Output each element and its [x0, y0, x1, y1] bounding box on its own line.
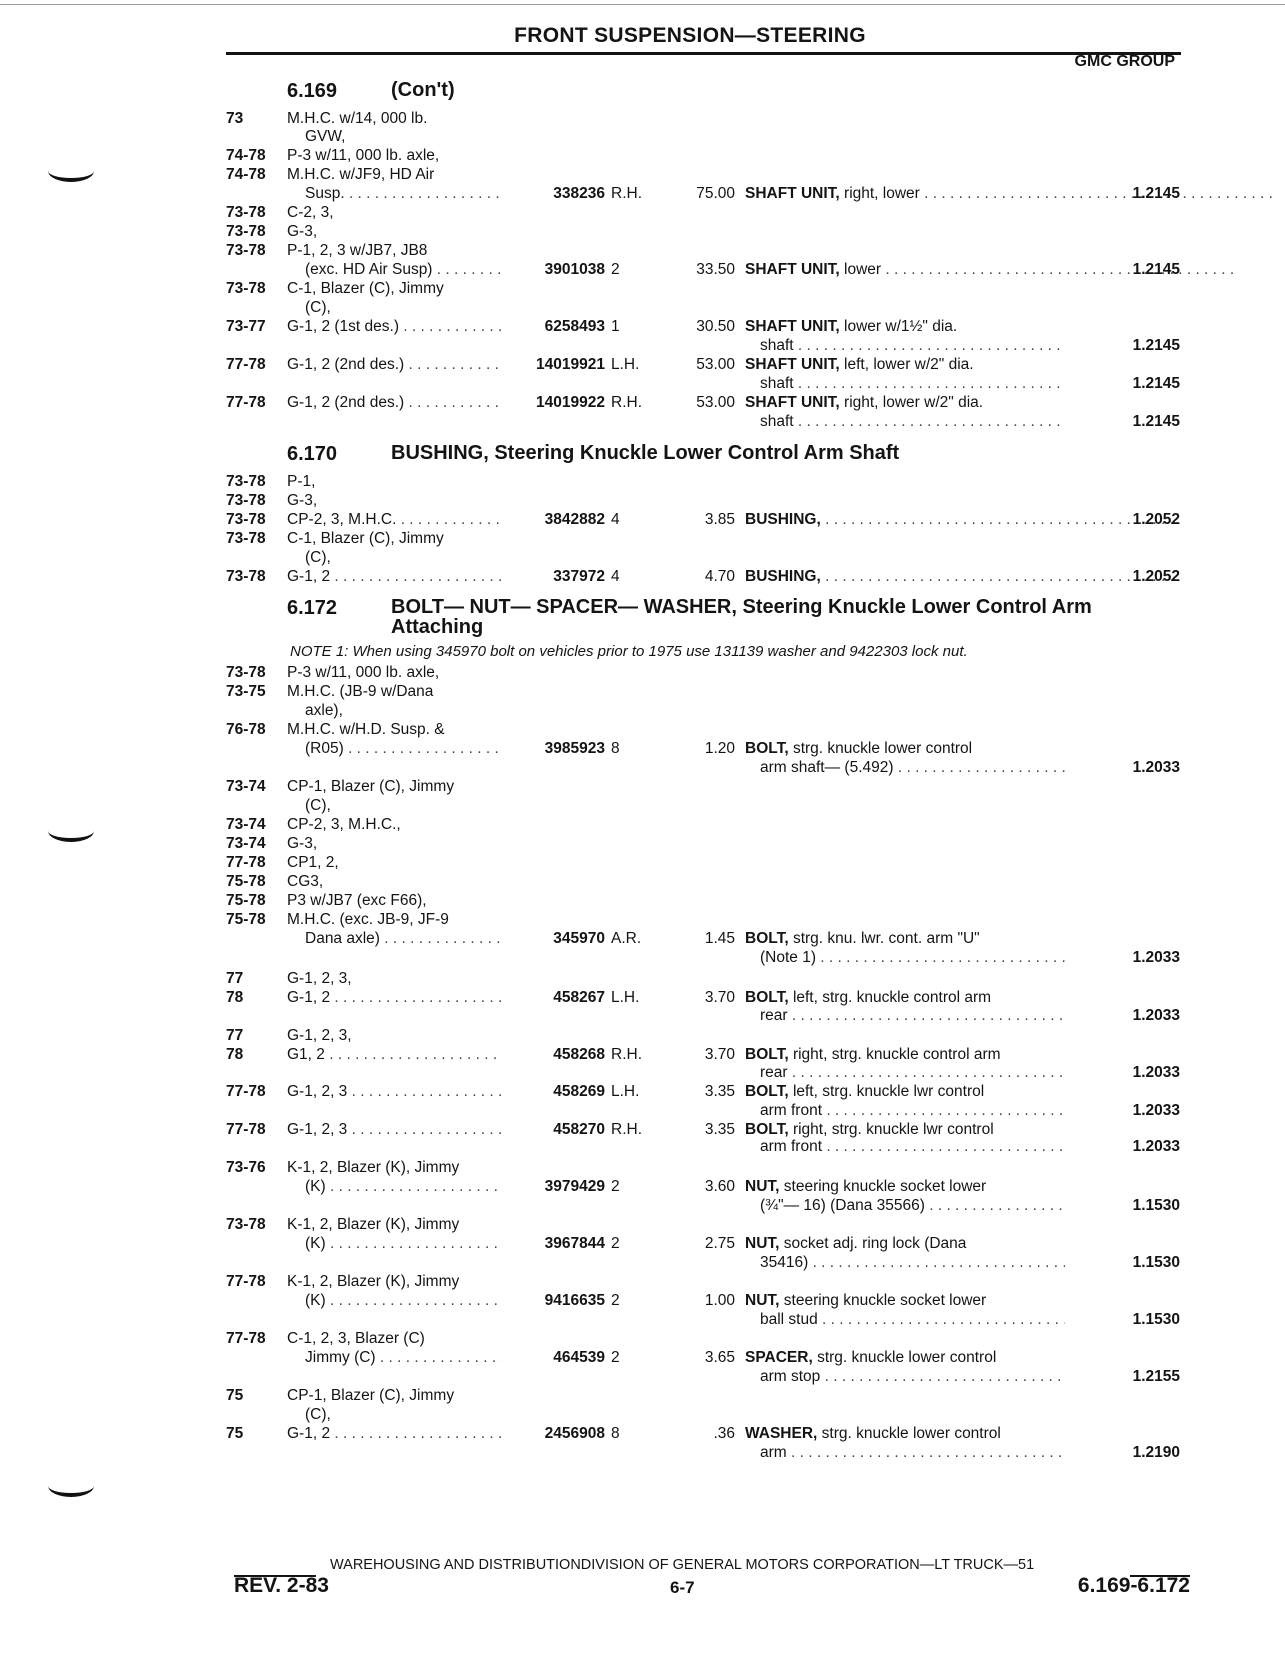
model-years: 73-78 — [226, 242, 266, 259]
group-number: 1.2033 — [1132, 1007, 1180, 1024]
part-description-cont: rear . . . — [760, 1006, 1065, 1025]
part-name: BOLT, — [745, 989, 789, 1006]
price: 30.50 — [696, 318, 735, 335]
part-description — [745, 1177, 1065, 1196]
part-description-cont: (¾"— 16) (Dana 35566) . . . — [760, 1196, 1065, 1215]
group-number: 1.2145 — [1132, 413, 1180, 430]
application: (K) . . . — [305, 1234, 502, 1253]
model-years: 73-78 — [226, 664, 266, 681]
part-description-cont: arm front . . . — [760, 1101, 1065, 1120]
application: P3 w/JB7 (exc F66), — [287, 892, 427, 909]
part-number: 3979429 — [544, 1178, 605, 1195]
application: (C), — [305, 1406, 331, 1423]
application: K-1, 2, Blazer (K), Jimmy — [287, 1216, 460, 1233]
part-number: 14019921 — [536, 356, 605, 373]
model-years: 77-78 — [226, 394, 266, 411]
application: K-1, 2, Blazer (K), Jimmy — [287, 1159, 460, 1176]
part-description-cont: arm shaft— (5.492) . . . — [760, 758, 1065, 777]
part-detail: steering knuckle socket lower — [783, 1178, 987, 1195]
section-title: (Con't) — [391, 79, 455, 101]
part-number: 3901038 — [544, 261, 605, 278]
part-number: 458268 — [553, 1046, 605, 1063]
model-years: 78 — [226, 1046, 244, 1063]
part-name: BOLT, — [745, 1121, 789, 1138]
application: GVW, — [305, 128, 346, 145]
part-number: 464539 — [553, 1349, 605, 1366]
section-heading — [287, 443, 1171, 466]
section-number: 6.170 — [287, 443, 338, 465]
group-number: 1.2033 — [1132, 1064, 1180, 1081]
section-range: 6.169-6.172 — [1077, 1574, 1190, 1597]
quantity: 2 — [611, 1292, 620, 1309]
part-name: NUT, — [745, 1178, 780, 1195]
model-years: 77-78 — [226, 1121, 266, 1138]
application: CP1, 2, — [287, 854, 339, 871]
part-description — [745, 393, 1065, 412]
part-detail: left, strg. knuckle lwr control — [792, 1083, 985, 1100]
price: 3.35 — [704, 1083, 735, 1100]
binder-hole-mark — [48, 160, 94, 182]
part-description-cont: rear . . . — [760, 1063, 1065, 1082]
quantity: L.H. — [611, 1083, 640, 1100]
part-description-cont: arm stop . . . — [760, 1367, 1065, 1386]
quantity: R.H. — [611, 1046, 642, 1063]
quantity: 2 — [611, 1178, 620, 1195]
part-detail: left, strg. knuckle control arm — [792, 989, 992, 1006]
part-number: 6258493 — [544, 318, 605, 335]
group-label: GMC GROUP — [1074, 53, 1175, 70]
application: C-1, 2, 3, Blazer (C) — [287, 1330, 425, 1347]
page-number: 6-7 — [670, 1578, 695, 1597]
part-description — [745, 567, 1065, 586]
part-name: BOLT, — [745, 1046, 789, 1063]
price: 3.35 — [704, 1121, 735, 1138]
model-years: 73 — [226, 110, 244, 127]
quantity: 8 — [611, 740, 620, 757]
quantity: L.H. — [611, 989, 640, 1006]
section-title: BOLT— NUT— SPACER— WASHER, Steering Knuckle Lower Control Arm Attaching — [391, 596, 1092, 638]
application: (R05) . . . — [305, 739, 502, 758]
part-number: 9416635 — [544, 1292, 605, 1309]
price: 53.00 — [696, 394, 735, 411]
group-number: 1.2033 — [1132, 759, 1180, 776]
part-description-cont: (Note 1) . . . — [760, 948, 1065, 967]
price: 3.70 — [704, 1046, 735, 1063]
part-detail: strg. knuckle lower control — [792, 740, 973, 757]
model-years: 77-78 — [226, 854, 266, 871]
quantity: L.H. — [611, 356, 640, 373]
application: axle), — [305, 702, 343, 719]
model-years: 74-78 — [226, 166, 266, 183]
application: (C), — [305, 797, 331, 814]
model-years: 78 — [226, 989, 244, 1006]
model-years: 74-78 — [226, 147, 266, 164]
application: G-1, 2 (1st des.) . . . — [287, 317, 502, 336]
part-description — [745, 1424, 1065, 1443]
quantity: 4 — [611, 511, 620, 528]
application: P-1, — [287, 473, 316, 490]
application: G-3, — [287, 223, 318, 240]
group-number: 1.2052 — [1132, 568, 1180, 585]
part-description-cont: shaft . . . — [760, 336, 1065, 355]
part-detail: strg. knu. lwr. cont. arm "U" — [792, 930, 980, 947]
part-name: SPACER, — [745, 1349, 813, 1366]
part-name: SHAFT UNIT, — [745, 185, 840, 202]
part-detail: right, lower — [844, 185, 920, 202]
application: (K) . . . — [305, 1177, 502, 1196]
model-years: 73-74 — [226, 778, 266, 795]
model-years: 75 — [226, 1387, 244, 1404]
model-years: 73-77 — [226, 318, 266, 335]
price: 2.75 — [704, 1235, 735, 1252]
model-years: 73-78 — [226, 204, 266, 221]
application: CP-2, 3, M.H.C., — [287, 816, 401, 833]
model-years: 73-74 — [226, 835, 266, 852]
price: 75.00 — [696, 185, 735, 202]
price: 1.00 — [704, 1292, 735, 1309]
application: G-3, — [287, 492, 318, 509]
title-rule — [226, 52, 1181, 55]
application: M.H.C. w/14, 000 lb. — [287, 110, 428, 127]
part-description — [745, 355, 1065, 374]
part-description — [745, 1045, 1065, 1064]
model-years: 73-78 — [226, 530, 266, 547]
part-number: 2456908 — [544, 1425, 605, 1442]
part-detail: strg. knuckle lower control — [817, 1349, 997, 1366]
part-detail: left, lower w/2" dia. — [844, 356, 974, 373]
quantity: R.H. — [611, 394, 642, 411]
price: 4.70 — [704, 568, 735, 585]
group-number: 1.1530 — [1132, 1254, 1180, 1271]
application: G-1, 2, 3 . . . — [287, 1082, 502, 1101]
part-detail: lower — [844, 261, 882, 278]
part-name: SHAFT UNIT, — [745, 394, 840, 411]
binder-hole-mark — [48, 1475, 94, 1497]
application: P-3 w/11, 000 lb. axle, — [287, 664, 440, 681]
model-years: 73-78 — [226, 492, 266, 509]
application: G-1, 2 . . . — [287, 567, 502, 586]
part-name: BOLT, — [745, 740, 789, 757]
application: (C), — [305, 549, 331, 566]
application: G-1, 2, 3, — [287, 1027, 352, 1044]
part-description-cont: shaft . . . — [760, 374, 1065, 393]
quantity: 2 — [611, 1349, 620, 1366]
part-detail: lower w/1½" dia. — [844, 318, 958, 335]
model-years: 77-78 — [226, 1330, 266, 1347]
part-description-cont: ball stud . . . — [760, 1310, 1065, 1329]
application: M.H.C. w/H.D. Susp. & — [287, 721, 445, 738]
part-detail: right, strg. knuckle lwr control — [792, 1121, 994, 1138]
part-description — [745, 1348, 1065, 1367]
application: K-1, 2, Blazer (K), Jimmy — [287, 1273, 460, 1290]
model-years: 75 — [226, 1425, 244, 1442]
part-name: SHAFT UNIT, — [745, 356, 840, 373]
quantity: 2 — [611, 261, 620, 278]
price: 3.85 — [704, 511, 735, 528]
group-number: 1.2052 — [1132, 511, 1180, 528]
application: C-2, 3, — [287, 204, 334, 221]
part-detail: socket adj. ring lock (Dana — [783, 1235, 967, 1252]
part-description — [745, 260, 1065, 279]
application: G-1, 2, 3, — [287, 970, 352, 987]
application: G-1, 2 . . . — [287, 1424, 502, 1443]
application: G-1, 2 (2nd des.) . . . — [287, 393, 502, 412]
application: G-1, 2 . . . — [287, 988, 502, 1007]
quantity: R.H. — [611, 1121, 642, 1138]
model-years: 77-78 — [226, 356, 266, 373]
part-number: 338236 — [553, 185, 605, 202]
model-years: 73-76 — [226, 1159, 266, 1176]
application: C-1, Blazer (C), Jimmy — [287, 530, 444, 547]
application: CP-1, Blazer (C), Jimmy — [287, 1387, 455, 1404]
price: 1.45 — [704, 930, 735, 947]
model-years: 73-74 — [226, 816, 266, 833]
part-number: 337972 — [553, 568, 605, 585]
application: C-1, Blazer (C), Jimmy — [287, 280, 444, 297]
price: 1.20 — [704, 740, 735, 757]
part-description-cont: arm front . . . — [760, 1137, 1065, 1156]
quantity: A.R. — [611, 930, 642, 947]
price: 3.60 — [704, 1178, 735, 1195]
part-name: BOLT, — [745, 930, 789, 947]
quantity: R.H. — [611, 185, 642, 202]
application: Jimmy (C) . . . — [305, 1348, 502, 1367]
model-years: 73-78 — [226, 1216, 266, 1233]
model-years: 73-78 — [226, 511, 266, 528]
price: 3.70 — [704, 989, 735, 1006]
part-detail: right, lower w/2" dia. — [844, 394, 984, 411]
section-number: 6.169 — [287, 80, 338, 102]
model-years: 73-75 — [226, 683, 266, 700]
section-heading — [287, 80, 1171, 103]
part-detail: right, strg. knuckle control arm — [792, 1046, 1001, 1063]
quantity: 4 — [611, 568, 620, 585]
price: 53.00 — [696, 356, 735, 373]
part-name: SHAFT UNIT, — [745, 261, 840, 278]
price: 3.65 — [704, 1349, 735, 1366]
model-years: 73-78 — [226, 223, 266, 240]
model-years: 77-78 — [226, 1083, 266, 1100]
application: P-1, 2, 3 w/JB7, JB8 — [287, 242, 428, 259]
group-number: 1.2033 — [1132, 949, 1180, 966]
application: Susp. . . . — [305, 184, 502, 203]
part-description — [745, 510, 1065, 529]
part-description — [745, 1082, 1065, 1101]
group-number: 1.2033 — [1132, 1138, 1180, 1155]
part-number: 458269 — [553, 1083, 605, 1100]
part-description — [745, 1234, 1065, 1253]
group-number: 1.2190 — [1132, 1444, 1180, 1461]
part-description-cont: arm . . . — [760, 1443, 1065, 1462]
quantity: 8 — [611, 1425, 620, 1442]
part-name: BUSHING, — [745, 511, 821, 528]
group-number: 1.1530 — [1132, 1197, 1180, 1214]
group-number: 1.2145 — [1132, 185, 1180, 202]
model-years: 75-78 — [226, 873, 266, 890]
section-number: 6.172 — [287, 597, 338, 619]
part-number: 458267 — [553, 989, 605, 1006]
part-description — [745, 317, 1065, 336]
section-title: BUSHING, Steering Knuckle Lower Control Arm Shaft — [391, 442, 900, 464]
model-years: 73-78 — [226, 568, 266, 585]
binder-hole-mark — [48, 820, 94, 842]
application: P-3 w/11, 000 lb. axle, — [287, 147, 440, 164]
quantity: 1 — [611, 318, 620, 335]
price: .36 — [713, 1425, 735, 1442]
part-description — [745, 929, 1065, 948]
model-years: 73-78 — [226, 280, 266, 297]
section-note: NOTE 1: When using 345970 bolt on vehicles prior to 1975 use 131139 washer and 9422303 lock nut. — [290, 643, 968, 660]
application: CP-1, Blazer (C), Jimmy — [287, 778, 455, 795]
part-name: WASHER, — [745, 1425, 818, 1442]
part-name: NUT, — [745, 1292, 780, 1309]
application: (K) . . . — [305, 1291, 502, 1310]
application: (exc. HD Air Susp) . . . — [305, 260, 502, 279]
part-description — [745, 739, 1065, 758]
part-description — [745, 1291, 1065, 1310]
part-number: 458270 — [553, 1121, 605, 1138]
group-number: 1.1530 — [1132, 1311, 1180, 1328]
application: G-1, 2 (2nd des.) . . . — [287, 355, 502, 374]
application: M.H.C. w/JF9, HD Air — [287, 166, 435, 183]
model-years: 77-78 — [226, 1273, 266, 1290]
application: G-1, 2, 3 . . . — [287, 1120, 502, 1139]
part-detail: steering knuckle socket lower — [783, 1292, 987, 1309]
footer-text: WAREHOUSING AND DISTRIBUTIONDIVISION OF GENERAL MOTORS CORPORATION—LT TRUCK—51 — [330, 1557, 1035, 1573]
group-number: 1.2145 — [1132, 337, 1180, 354]
top-rule — [0, 4, 1285, 5]
part-description — [745, 184, 1065, 203]
page-title: FRONT SUSPENSION—STEERING — [514, 24, 866, 47]
application: G-3, — [287, 835, 318, 852]
application: Dana axle) . . . — [305, 929, 502, 948]
application: CP-2, 3, M.H.C. . . . — [287, 510, 502, 529]
model-years: 73-78 — [226, 473, 266, 490]
price: 33.50 — [696, 261, 735, 278]
model-years: 75-78 — [226, 911, 266, 928]
part-description — [745, 988, 1065, 1007]
application: M.H.C. (JB-9 w/Dana — [287, 683, 434, 700]
part-number: 3967844 — [544, 1235, 605, 1252]
model-years: 77 — [226, 1027, 244, 1044]
application: (C), — [305, 299, 331, 316]
model-years: 77 — [226, 970, 244, 987]
group-number: 1.2145 — [1132, 375, 1180, 392]
part-number: 14019922 — [536, 394, 605, 411]
part-number: 3842882 — [544, 511, 605, 528]
application: G1, 2 . . . — [287, 1045, 502, 1064]
group-number: 1.2155 — [1132, 1368, 1180, 1385]
model-years: 76-78 — [226, 721, 266, 738]
application: M.H.C. (exc. JB-9, JF-9 — [287, 911, 449, 928]
part-name: BOLT, — [745, 1083, 789, 1100]
part-name: BUSHING, — [745, 568, 821, 585]
application: CG3, — [287, 873, 324, 890]
part-number: 3985923 — [544, 740, 605, 757]
part-description-cont: 35416) . . . — [760, 1253, 1065, 1272]
model-years: 75-78 — [226, 892, 266, 909]
part-name: SHAFT UNIT, — [745, 318, 840, 335]
part-number: 345970 — [553, 930, 605, 947]
part-name: NUT, — [745, 1235, 780, 1252]
part-detail: strg. knuckle lower control — [821, 1425, 1001, 1442]
group-number: 1.2033 — [1132, 1102, 1180, 1119]
group-number: 1.2145 — [1132, 261, 1180, 278]
quantity: 2 — [611, 1235, 620, 1252]
section-heading — [287, 597, 1171, 637]
part-description-cont: shaft . . . — [760, 412, 1065, 431]
revision-label: REV. 2-83 — [234, 1574, 329, 1597]
